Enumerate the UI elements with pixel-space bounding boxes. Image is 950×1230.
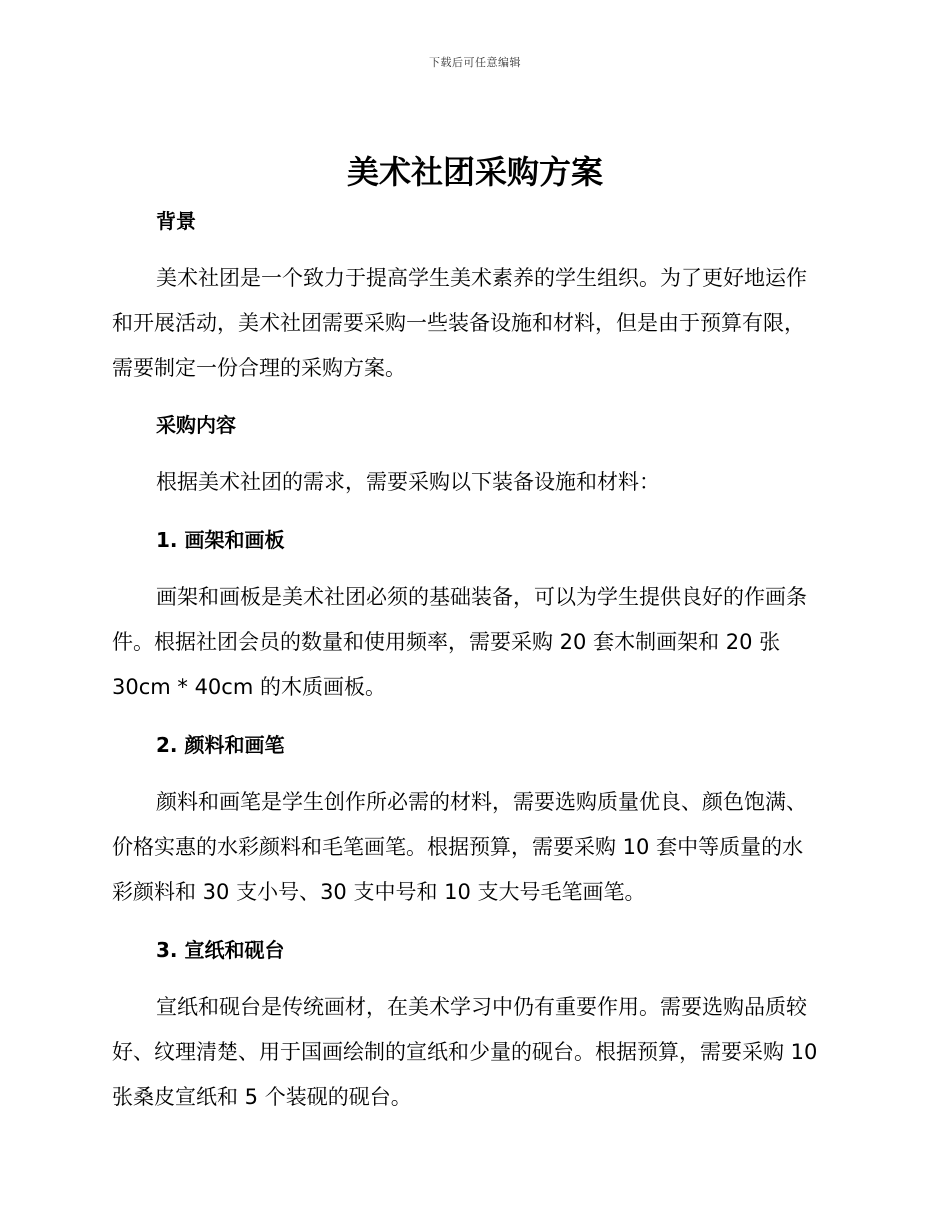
paragraph-line: 30cm * 40cm 的木质画板。	[112, 675, 386, 699]
item3-paragraph	[112, 985, 842, 1120]
section-heading-item3: 3. 宣纸和砚台	[156, 938, 285, 962]
header-note: 下载后可任意编辑	[429, 56, 521, 69]
item2-paragraph	[112, 780, 842, 915]
section-heading-background: 背景	[156, 209, 196, 233]
section-heading-item2: 2. 颜料和画笔	[156, 733, 285, 757]
paragraph-line: 宣纸和砚台是传统画材，在美术学习中仍有重要作用。需要选购品质较	[156, 995, 807, 1019]
paragraph-line: 美术社团是一个致力于提高学生美术素养的学生组织。为了更好地运作	[156, 266, 807, 290]
paragraph-line: 价格实惠的水彩颜料和毛笔画笔。根据预算，需要采购 10 套中等质量的水	[112, 835, 804, 859]
paragraph-line: 好、纹理清楚、用于国画绘制的宣纸和少量的砚台。根据预算，需要采购 10	[112, 1040, 818, 1064]
paragraph-line: 画架和画板是美术社团必须的基础装备，可以为学生提供良好的作画条	[156, 585, 807, 609]
paragraph-line: 张桑皮宣纸和 5 个装砚的砚台。	[112, 1085, 412, 1109]
paragraph-line: 根据美术社团的需求，需要采购以下装备设施和材料：	[156, 470, 660, 494]
paragraph-line: 件。根据社团会员的数量和使用频率，需要采购 20 套木制画架和 20 张	[112, 630, 781, 654]
content-intro-paragraph	[112, 460, 842, 505]
paragraph-line: 和开展活动，美术社团需要采购一些装备设施和材料，但是由于预算有限，	[112, 311, 805, 335]
document-title: 美术社团采购方案	[346, 153, 603, 191]
paragraph-line: 需要制定一份合理的采购方案。	[112, 356, 406, 380]
paragraph-line: 颜料和画笔是学生创作所必需的材料，需要选购质量优良、颜色饱满、	[156, 790, 807, 814]
background-paragraph	[112, 256, 842, 391]
paragraph-line: 彩颜料和 30 支小号、30 支中号和 10 支大号毛笔画笔。	[112, 880, 646, 904]
section-heading-content: 采购内容	[156, 413, 236, 437]
section-heading-item1: 1. 画架和画板	[156, 528, 285, 552]
item1-paragraph	[112, 575, 842, 710]
